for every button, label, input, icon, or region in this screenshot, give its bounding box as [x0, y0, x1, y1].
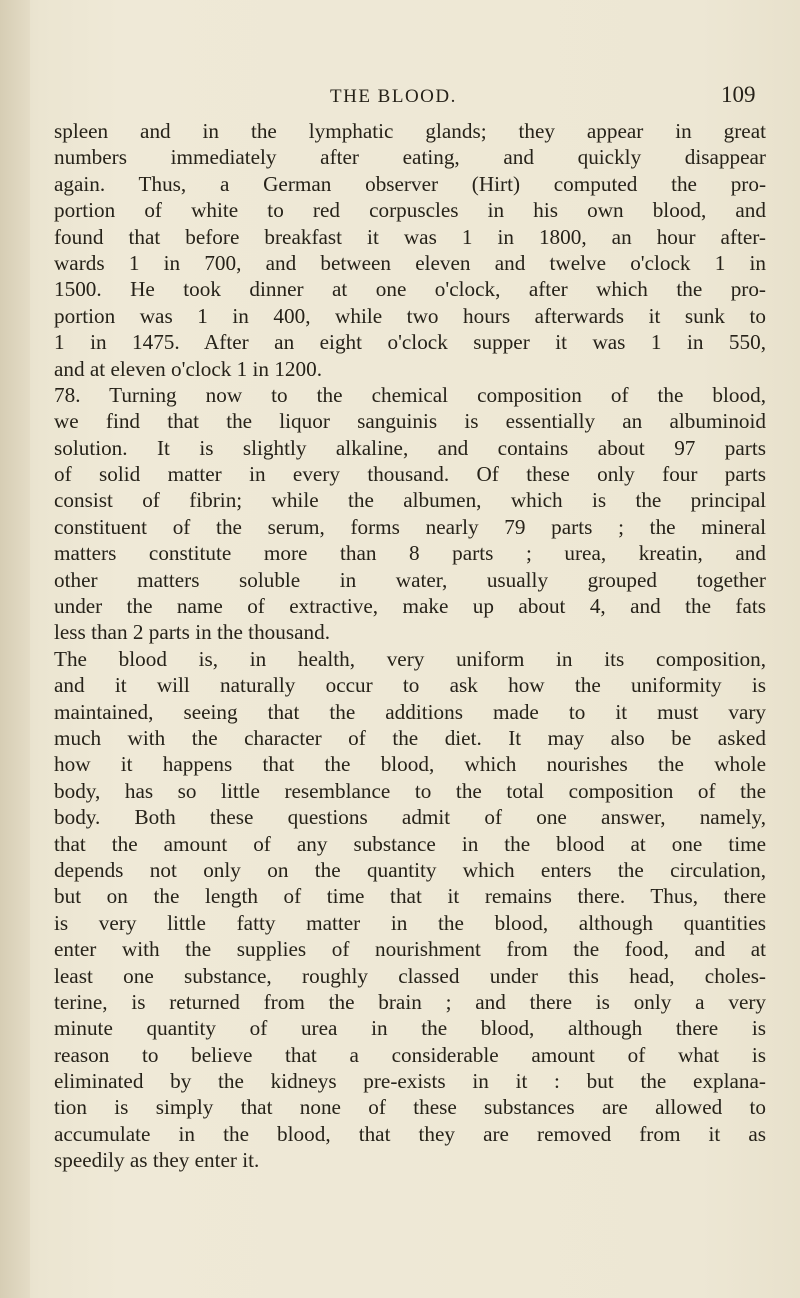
page-header — [0, 82, 800, 112]
text-line: under the name of extractive, make up about 4, and the fats — [54, 594, 766, 619]
text-line: 1500. He took dinner at one o'clock, after which the pro- — [54, 277, 766, 302]
text-line: minute quantity of urea in the blood, although there is — [54, 1016, 766, 1041]
text-line: other matters soluble in water, usually grouped together — [54, 567, 766, 592]
text-line: spleen and in the lymphatic glands; they appear in great — [54, 119, 766, 143]
text-line: 1 in 1475. After an eight o'clock supper it was 1 in 550, — [54, 330, 766, 355]
text-line: enter with the supplies of nourishment from the food, and at — [54, 937, 766, 962]
text-line: eliminated by the kidneys pre-exists in it : but the explana- — [54, 1069, 766, 1094]
text-line: numbers immediately after eating, and quickly disappear — [54, 145, 766, 170]
text-line: we find that the liquor sanguinis is essentially an albuminoid — [54, 409, 766, 434]
text-line: constituent of the serum, forms nearly 79 parts ; the mineral — [54, 514, 766, 539]
text-line: consist of fibrin; while the albumen, which is the principal — [54, 488, 766, 513]
text-line: how it happens that the blood, which nourishes the whole — [54, 752, 766, 777]
text-line: much with the character of the diet. It may also be asked — [54, 725, 766, 750]
text-line: wards 1 in 700, and between eleven and twelve o'clock 1 in — [54, 250, 766, 275]
text-line: again. Thus, a German observer (Hirt) computed the pro- — [54, 171, 766, 196]
text-line: tion is simply that none of these substances are allowed to — [54, 1095, 766, 1120]
body-text — [54, 118, 766, 1174]
text-line: reason to believe that a considerable amount of what is — [54, 1042, 766, 1067]
paragraph-start-line: The blood is, in health, very uniform in its composition, — [54, 646, 766, 671]
text-line: maintained, seeing that the additions made to it must vary — [54, 699, 766, 724]
text-line: portion was 1 in 400, while two hours afterwards it sunk to — [54, 303, 766, 328]
paragraph-end-line: less than 2 parts in the thousand. — [54, 620, 330, 645]
text-line: portion of white to red corpuscles in his own blood, and — [54, 198, 766, 223]
text-line: is very little fatty matter in the blood, although quantities — [54, 910, 766, 935]
paragraph-end-line: speedily as they enter it. — [54, 1148, 260, 1173]
text-line: depends not only on the quantity which enters the circulation, — [54, 857, 766, 882]
page-gutter-shadow — [0, 0, 30, 1298]
text-line: body, has so little resemblance to the total composition of the — [54, 778, 766, 803]
text-line: terine, is returned from the brain ; and there is only a very — [54, 989, 766, 1014]
text-line: accumulate in the blood, that they are removed from it as — [54, 1121, 766, 1146]
section-78-start-line: 78. Turning now to the chemical composition of the blood, — [54, 382, 766, 407]
text-line: and it will naturally occur to ask how the uniformity is — [54, 673, 766, 698]
page-number: 109 — [721, 82, 756, 107]
running-head: THE BLOOD. — [330, 86, 457, 107]
text-line: that the amount of any substance in the blood at one time — [54, 831, 766, 856]
text-line: matters constitute more than 8 parts ; urea, kreatin, and — [54, 541, 766, 566]
text-line: but on the length of time that it remains there. Thus, there — [54, 884, 766, 909]
text-line: found that before breakfast it was 1 in 1800, an hour after- — [54, 224, 766, 249]
paragraph-end-line: and at eleven o'clock 1 in 1200. — [54, 356, 322, 381]
text-line: solution. It is slightly alkaline, and contains about 97 parts — [54, 435, 766, 460]
text-line: least one substance, roughly classed under this head, choles- — [54, 963, 766, 988]
text-line: of solid matter in every thousand. Of these only four parts — [54, 462, 766, 487]
text-line: body. Both these questions admit of one answer, namely, — [54, 805, 766, 830]
